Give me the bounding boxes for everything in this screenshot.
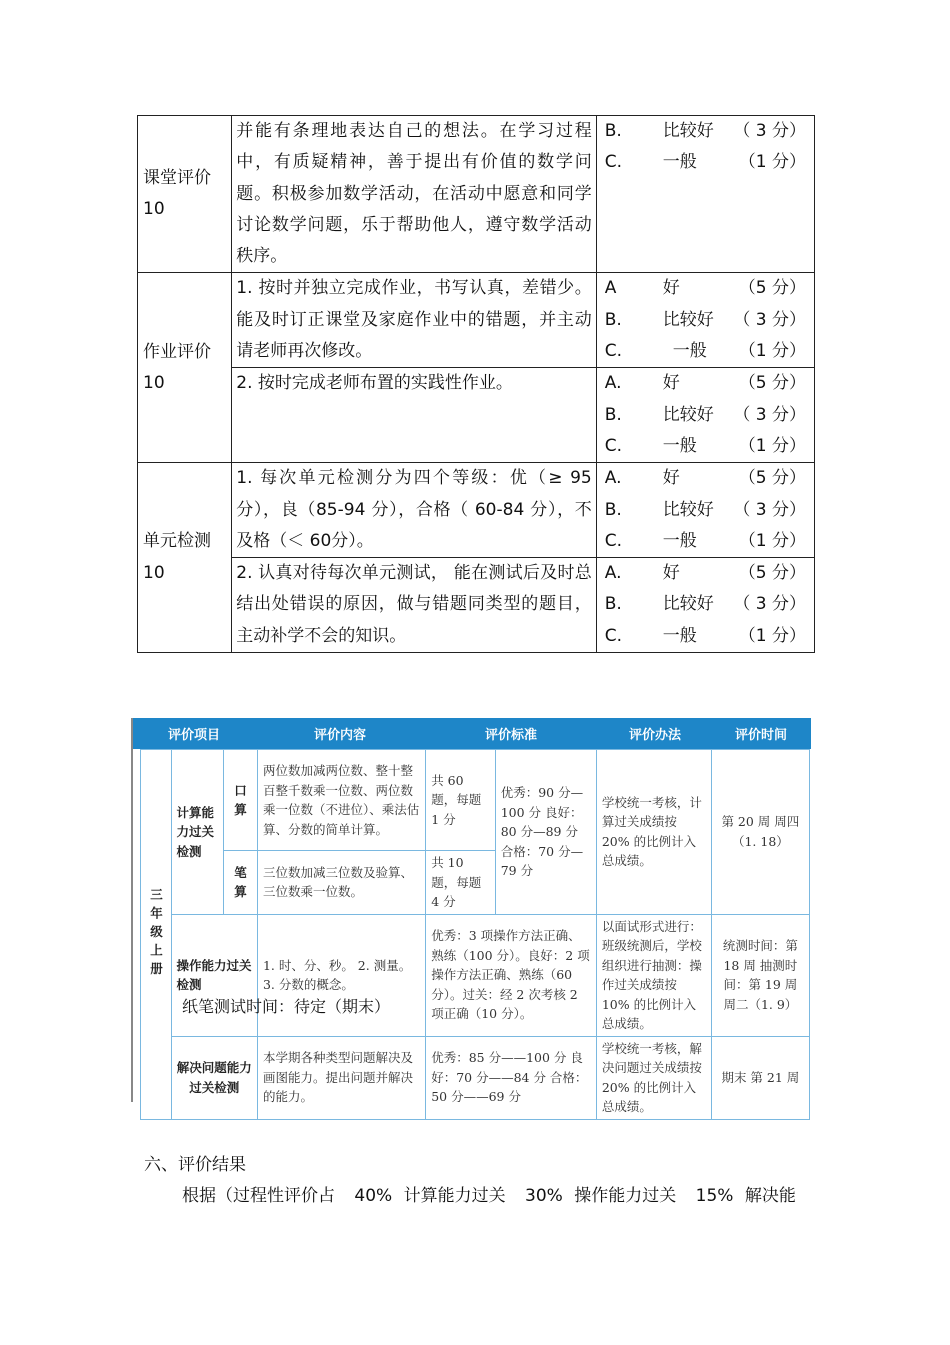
table-row xyxy=(138,368,815,463)
oral-label: 口算 xyxy=(224,750,258,851)
header-item: 评价项目 xyxy=(167,728,220,743)
problem-method: 学校统一考核，解决问题过关成绩按 20% 的比例计入总成绩。 xyxy=(596,1036,711,1119)
table-row xyxy=(138,116,815,273)
grade-label: 三年级上册 xyxy=(141,750,172,1120)
score-cell xyxy=(596,116,814,273)
table-header xyxy=(133,718,811,749)
calc-label: 计算能力过关检测 xyxy=(171,750,224,915)
oral-count: 共 60 题，每题 1 分 xyxy=(426,750,496,851)
detail-table xyxy=(140,749,810,1120)
oral-content: 两位数加减两位数、整十整百整千数乘一位数、两位数乘一位数（不进位）、乘法估算、分数的简单计算。 xyxy=(257,750,425,851)
problem-content: 本学期各种类型问题解决及画图能力。提出问题并解决的能力。 xyxy=(257,1036,425,1119)
table-row xyxy=(138,463,815,558)
result-paragraph: 根据（过程性评价占 40% 计算能力过关 30% 操作能力过关 15% 解决能 xyxy=(182,1186,796,1206)
evaluation-table xyxy=(137,115,815,653)
score-line: B. 比较好 （ 3 分） xyxy=(604,121,806,141)
header-content: 评价内容 xyxy=(313,728,366,743)
overlay-note: 纸笔测试时间：待定（期末） xyxy=(182,997,391,1016)
score-line: C. 一般 （1 分） xyxy=(604,152,806,173)
score-cell: A. 好 （5 分） B. 比较好 （ 3 分） C. 一般 （1 分） xyxy=(596,368,814,463)
calc-time: 第 20 周 周四（1. 18） xyxy=(711,750,809,915)
written-label: 笔算 xyxy=(224,851,258,915)
header-method: 评价办法 xyxy=(628,728,681,743)
embedded-table-image xyxy=(131,718,811,1114)
operation-standard: 优秀：3 项操作方法正确、熟练（100 分）。良好：2 项操作方法正确、熟练（60 分）。过关：经 2 次考核 2 项正确（10 分）。 xyxy=(426,914,597,1036)
category-cell: 作业评价10 xyxy=(138,273,232,463)
header-standard: 评价标准 xyxy=(484,728,537,743)
criteria-cell: 1. 按时并独立完成作业，书写认真，差错少。能及时订正课堂及家庭作业中的错题，并主动请老师再次修改。 xyxy=(232,273,596,368)
table-row xyxy=(138,273,815,368)
header-time: 评价时间 xyxy=(734,728,787,743)
problem-standard: 优秀：85 分——100 分 良好：70 分——84 分 合格：50 分——69 分 xyxy=(426,1036,597,1119)
category-cell: 单元检测10 xyxy=(138,463,232,653)
criteria-cell: 2. 按时完成老师布置的实践性作业。 xyxy=(232,368,596,463)
written-content: 三位数加减三位数及验算、三位数乘一位数。 xyxy=(257,851,425,915)
section-title: 六、评价结果 xyxy=(144,1155,246,1175)
score-cell: A. 好 （5 分） B. 比较好 （ 3 分） C. 一般 （1 分） xyxy=(596,463,814,558)
calc-standard: 优秀：90 分—100 分 良好：80 分—89 分 合格：70 分—79 分 xyxy=(495,750,596,915)
operation-time: 统测时间：第 18 周 抽测时间：第 19 周 周二（1. 9） xyxy=(711,914,809,1036)
criteria-cell: 并能有条理地表达自己的想法。在学习过程中，有质疑精神，善于提出有价值的数学问题。积极参加数学活动，在活动中愿意和同学讨论数学问题，乐于帮助他人，遵守数学活动秩序。 xyxy=(232,116,596,273)
score-cell: A 好 （5 分） B. 比较好 （ 3 分） C. 一般 （1 分） xyxy=(596,273,814,368)
criteria-cell: 2. 认真对待每次单元测试， 能在测试后及时总结出处错误的原因，做与错题同类型的题目，主动补学不会的知识。 xyxy=(232,558,596,653)
problem-time: 期末 第 21 周 xyxy=(711,1036,809,1119)
category-cell: 课堂评价10 xyxy=(138,116,232,273)
problem-label: 解决问题能力过关检测 xyxy=(171,1036,257,1119)
written-count: 共 10 题，每题 4 分 xyxy=(426,851,496,915)
operation-label: 操作能力过关检测 xyxy=(171,914,257,1036)
criteria-cell: 1. 每次单元检测分为四个等级：优（≥ 95分），良（85-94 分），合格（ 60-84 分），不及格（＜ 60分）。 xyxy=(232,463,596,558)
calc-method: 学校统一考核，计算过关成绩按 20% 的比例计入总成绩。 xyxy=(596,750,711,915)
operation-method: 以面试形式进行：班级统测后，学校组织进行抽测：操作过关成绩按 10% 的比例计入总成绩。 xyxy=(596,914,711,1036)
operation-content: 1. 时、分、秒。 2. 测量。 3. 分数的概念。 xyxy=(257,914,425,1036)
table-row xyxy=(138,558,815,653)
score-cell: A. 好 （5 分） B. 比较好 （ 3 分） C. 一般 （1 分） xyxy=(596,558,814,653)
